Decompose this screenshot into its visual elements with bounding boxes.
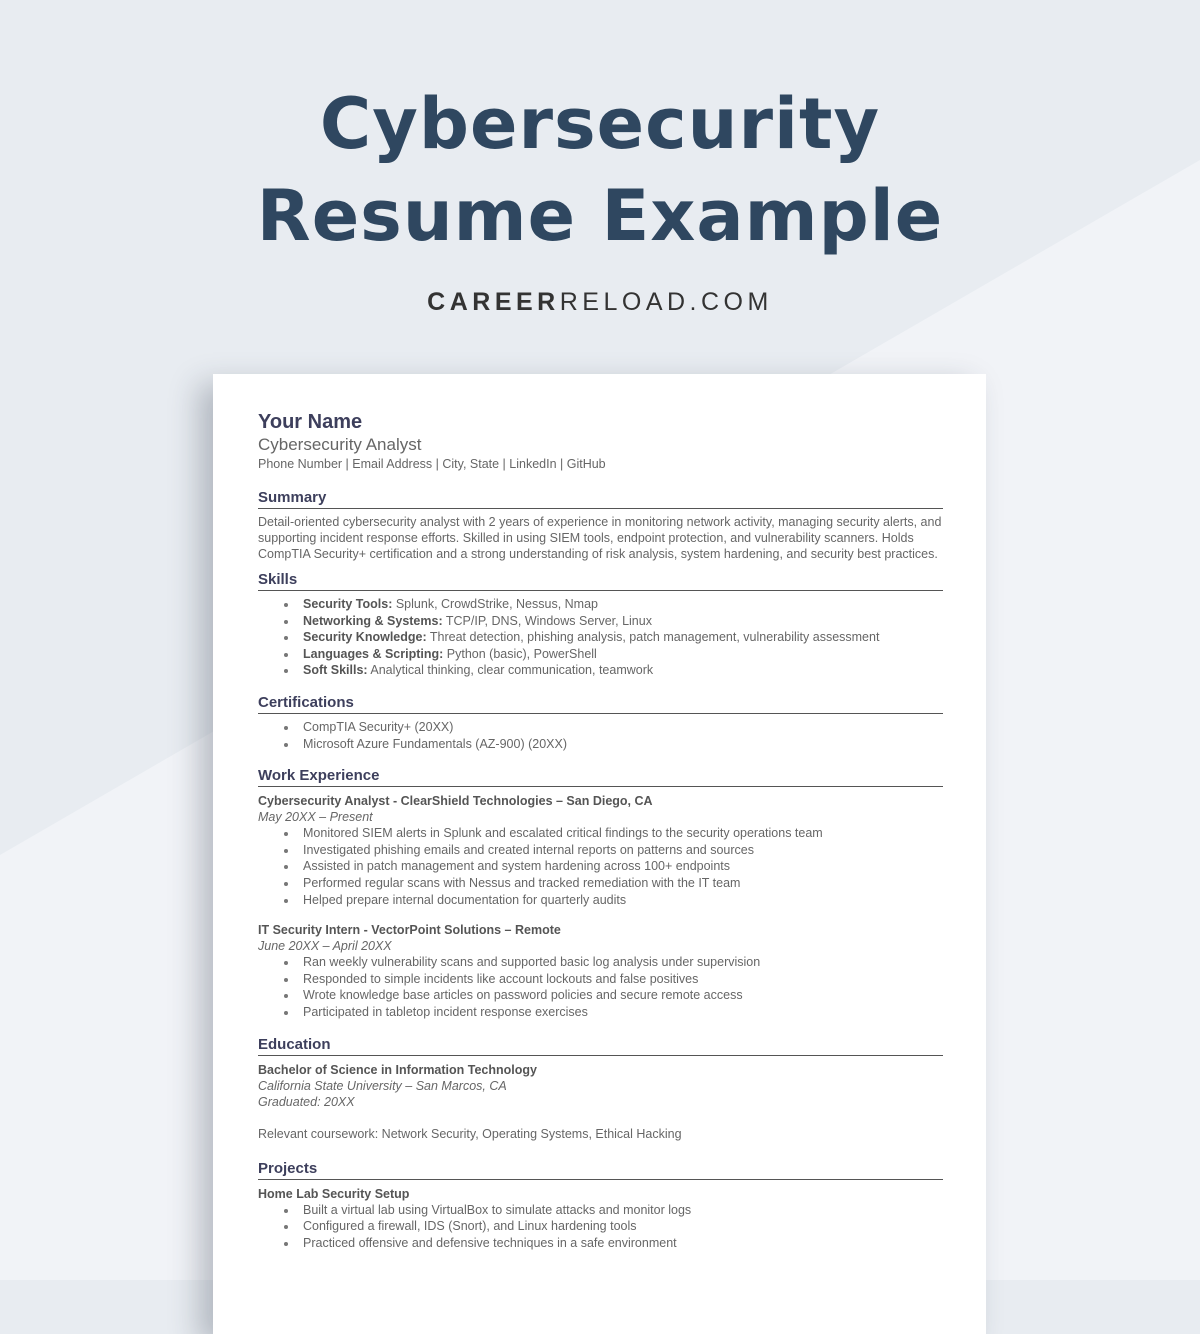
section-title-education: Education [258,1035,943,1056]
job-bullets [258,825,943,908]
projects-section [258,1159,943,1252]
experience-section [258,766,943,1020]
skill-value: TCP/IP, DNS, Windows Server, Linux [442,613,652,628]
skill-label: Security Tools: [303,597,393,611]
section-title-skills: Skills [258,570,943,591]
section-title-summary: Summary [258,488,943,509]
skill-item [303,662,943,679]
education-section [258,1035,943,1142]
hero-title [0,78,1200,262]
education-coursework: Relevant coursework: Network Security, Operating Systems, Ethical Hacking [258,1126,682,1141]
resume-name: Your Name [258,411,363,433]
certifications-section [258,693,943,752]
resume-page [213,374,986,1334]
job-dates: June 20XX – April 20XX [258,939,392,954]
skill-label: Security Knowledge: [303,630,427,645]
project-bullet: Built a virtual lab using VirtualBox to simulate attacks and monitor logs [303,1202,943,1219]
section-title-projects: Projects [258,1159,943,1180]
skill-value: Threat detection, phishing analysis, patch management, vulnerability assessment [426,630,880,645]
job-bullet: Monitored SIEM alerts in Splunk and escalated critical findings to the security operations team [303,825,943,842]
skill-value: Splunk, CrowdStrike, Nessus, Nmap [392,597,599,611]
summary-section [258,488,943,562]
site-name [0,288,1200,317]
project-bullets [258,1202,943,1252]
skill-item [303,646,943,663]
job-bullet: Performed regular scans with Nessus and tracked remediation with the IT team [303,875,943,892]
resume-role: Cybersecurity Analyst [258,435,422,454]
resume-content [258,410,943,1251]
skill-value: Python (basic), PowerShell [443,646,597,661]
project-title: Home Lab Security Setup [258,1186,410,1201]
job-bullet: Responded to simple incidents like account lockouts and false positives [303,971,943,988]
project-entry [258,1186,943,1252]
hero-title-line2: Resume Example [256,175,944,257]
education-degree: Bachelor of Science in Information Technology [258,1062,537,1077]
job-bullet: Investigated phishing emails and created internal reports on patterns and sources [303,842,943,859]
project-bullet: Practiced offensive and defensive techniques in a safe environment [303,1235,943,1252]
skills-section [258,570,943,679]
certification-item: CompTIA Security+ (20XX) [303,719,943,736]
job-entry [258,793,943,908]
job-bullet: Assisted in patch management and system hardening across 100+ endpoints [303,858,943,875]
job-bullet: Helped prepare internal documentation for quarterly audits [303,892,943,909]
job-bullet: Ran weekly vulnerability scans and supported basic log analysis under supervision [303,954,943,971]
job-dates: May 20XX – Present [258,810,373,825]
skill-label: Soft Skills: [303,663,368,678]
certification-item: Microsoft Azure Fundamentals (AZ-900) (20XX) [303,736,943,753]
education-graduated: Graduated: 20XX [258,1094,355,1109]
job-title: IT Security Intern - VectorPoint Solutions – Remote [258,923,561,938]
site-name-light: RELOAD.COM [559,288,773,316]
skill-item [303,596,943,613]
skill-label: Networking & Systems: [303,613,443,628]
site-name-bold: CAREER [427,288,560,316]
hero-title-line1: Cybersecurity [319,83,881,165]
skills-list [258,596,943,679]
job-bullets [258,954,943,1020]
job-title: Cybersecurity Analyst - ClearShield Technologies – San Diego, CA [258,794,653,809]
skill-item [303,613,943,630]
section-title-certifications: Certifications [258,693,943,714]
skill-label: Languages & Scripting: [303,646,444,661]
education-school: California State University – San Marcos, CA [258,1078,507,1093]
skill-value: Analytical thinking, clear communication, teamwork [367,663,654,678]
summary-text: Detail-oriented cybersecurity analyst with 2 years of experience in monitoring network activity, managing security alerts, and supporting incident response efforts. Skilled in using SIEM tools, endpoint protection, and vulnerability scanners. Holds CompTIA Security+ certification and a strong understanding of risk analysis, system hardening, and security best practices. [258,515,942,561]
project-bullet: Configured a firewall, IDS (Snort), and Linux hardening tools [303,1218,943,1235]
job-bullet: Participated in tabletop incident response exercises [303,1004,943,1021]
certifications-list [258,719,943,752]
resume-contact: Phone Number | Email Address | City, State | LinkedIn | GitHub [258,457,606,471]
section-title-experience: Work Experience [258,766,943,787]
job-bullet: Wrote knowledge base articles on password policies and secure remote access [303,987,943,1004]
skill-item [303,629,943,646]
job-entry [258,922,943,1020]
